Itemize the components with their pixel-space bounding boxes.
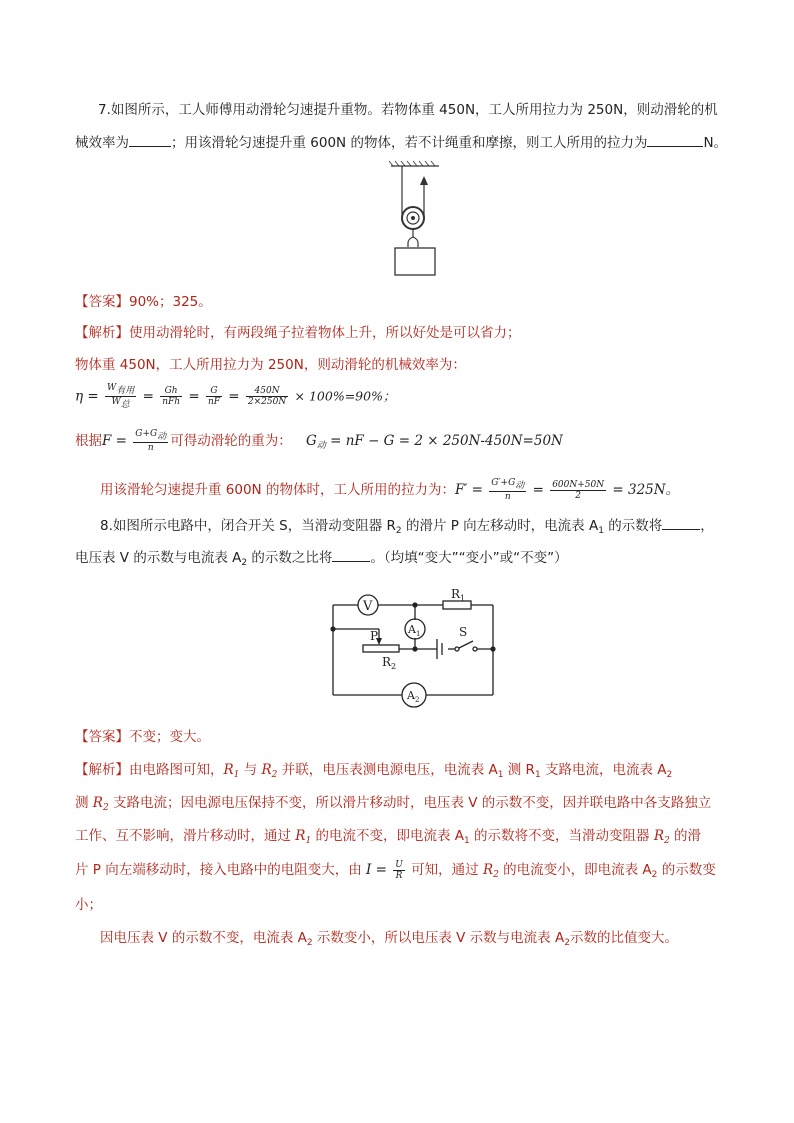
q7-analysis-text-2: 物体重 450N，工人所用拉力为 250N，则动滑轮的机械效率为： (75, 357, 466, 373)
q7-analysis-tag: 【解析】 (75, 325, 129, 341)
q7-analysis-line2 (75, 355, 466, 375)
force-f: F′ = (454, 482, 483, 498)
q7-stem-line2 (75, 132, 727, 153)
a2-label: $A_2$ (407, 689, 420, 704)
weight-mid: 可得动滑轮的重为： (170, 433, 292, 449)
q7-answer-text: 90%；325。 (129, 294, 212, 310)
q8-answer-tag: 【答案】 (75, 729, 129, 745)
weight-expression: $G_动$ = nF − G = 2 × 250N-450N=50N (306, 433, 563, 451)
q7-blank-1[interactable] (129, 132, 171, 147)
eff-tail: × 100%=90%； (294, 388, 396, 404)
frac-force-values: $\frac{600N+50N}{2}$ (552, 479, 605, 501)
q8-answer-text: 不变；变大。 (129, 729, 210, 745)
pulley-figure (385, 160, 445, 285)
frac-gh: $\frac{Gh}{\text{nFh}}$ (162, 386, 181, 407)
frac-w: $\frac{\text{W有用}}{\text{W总}}$ (107, 383, 135, 410)
q8-stem-line1: 8.如图所示电路中，闭合开关 S，当滑动变阻器 $R_2$ 的滑片 P 向左移动时，电流表 $A_1$ 的示数将 ， (100, 515, 714, 541)
weight-prefix: 根据 (75, 433, 102, 449)
q7-answer (75, 292, 212, 312)
q7-force-formula: 用该滑轮匀速提升重 600N 的物体时，工人所用的拉力为：F′ = $\frac{\text{G′+G动}}{n}$ = $\frac{600N+50N}{2}$ = 325N。 (100, 478, 680, 502)
frac-g: $\frac{G}{nF}$ (207, 386, 220, 407)
q7-stem-text-2b: ；用该滑轮匀速提升重 600N 的物体，若不计绳重和摩擦，则工人所用的拉力为 (171, 135, 648, 151)
a1-label: $A_1$ (408, 623, 421, 638)
q8-answer (75, 727, 210, 747)
q7-stem-text-2a: 械效率为 (75, 135, 129, 151)
q7-analysis-text-1: 使用动滑轮时，有两段绳子拉着物体上升，所以好处是可以省力； (129, 325, 521, 341)
frac-weight: $\frac{\text{G+G动}}{n}$ (135, 429, 167, 453)
q7-stem-text-1: 7.如图所示，工人师傅用动滑轮匀速提升重物。若物体重 450N，工人所用拉力为 250N，则动滑轮的机 (98, 102, 718, 118)
frac-450: $\frac{450N}{2\times 250N}$ (247, 386, 287, 407)
q8-analysis-line6: 因电压表 V 的示数不变，电流表 $A_2$ 示数变小，所以电压表 V 示数与电流表 $A_2$示数的比值变大。 (100, 930, 678, 948)
q8-blank-1[interactable] (662, 515, 700, 530)
q8-stem-line2: 电压表 V 的示数与电流表 $A_2$ 的示数之比将 。（均填“变大”“变小”或“不变”） (75, 547, 568, 573)
q7-weight-formula (75, 428, 563, 459)
q7-blank-2[interactable] (647, 132, 703, 147)
q8-blank-2[interactable] (332, 547, 370, 562)
q7-analysis-line1 (75, 323, 521, 343)
switch-label: S (459, 625, 468, 639)
q7-stem-line1 (98, 100, 718, 120)
q8-analysis-line4: 片 P 向左端移动时，接入电路中的电阻变大，由 I = $\frac{U}{R}$ 可知，通过 $R_2$ 的电流变小，即电流表 $A_2$ 的示数变 (75, 859, 716, 881)
q7-efficiency-formula: η = $\frac{\text{W有用}}{\text{W总}}$ = $\frac{Gh}{\text{nFh}}$ = $\frac{G}{nF}$ = $\frac{450N}{2\times 250N}$ × 100%=90%； (75, 383, 396, 410)
q8-analysis-line2: 测 $R_2$ 支路电流；因电源电压保持不变，所以滑片移动时，电压表 V 的示数不变，因并联电路中各支路独立 (75, 795, 712, 813)
q8-analysis-line5: 小； (75, 897, 102, 913)
voltmeter-label: V (363, 599, 373, 614)
r1-label: $R_1$ (451, 587, 466, 603)
frac-ohm: $\frac{U}{R}$ (395, 859, 403, 881)
q8-analysis-line1: 【解析】由电路图可知，$R_1$ 与 $R_2$ 并联，电压表测电源电压，电流表 $A_1$ 测 $R_1$ 支路电流，电流表 $A_2$ (75, 762, 673, 780)
r2-label: $R_2$ (382, 655, 397, 671)
frac-force: $\frac{\text{G′+G动}}{n}$ (491, 478, 525, 502)
slider-label: P (370, 629, 379, 643)
q8-analysis-line3: 工作、互不影响，滑片移动时，通过 $R_1$ 的电流不变，即电流表 $A_1$ 的示数将不变，当滑动变阻器 $R_2$ 的滑 (75, 828, 702, 846)
force-prefix: 用该滑轮匀速提升重 600N 的物体时，工人所用的拉力为： (100, 482, 455, 498)
q7-answer-tag: 【答案】 (75, 294, 129, 310)
q7-stem-text-2c: N。 (703, 135, 728, 151)
eta-symbol: η = (75, 388, 99, 405)
force-tail: = 325N。 (612, 482, 680, 498)
circuit-diagram (325, 587, 505, 712)
weight-f: F = (102, 433, 127, 449)
